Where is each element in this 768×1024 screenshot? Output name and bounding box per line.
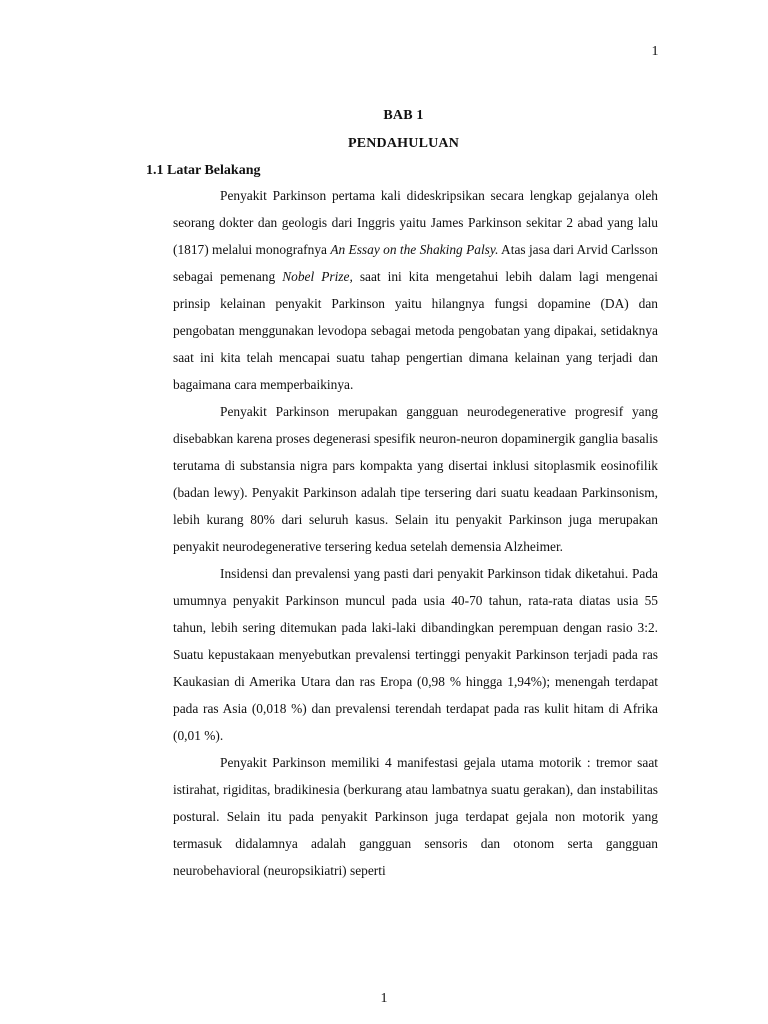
page-number-bottom: 1 bbox=[380, 991, 388, 1006]
paragraph-4: Penyakit Parkinson memiliki 4 manifestasi gejala utama motorik : tremor saat istirahat, rigiditas, bradikinesia (berkurang atau lambatnya suatu gerakan), dan instabilitas postural. Selain itu pada penyakit Parkinson juga terdapat gejala non motorik yang termasuk didalamnya adalah gangguan sensoris dan otonom serta gangguan neurobehavioral (neuropsikiatri) seperti bbox=[173, 755, 658, 878]
paragraph-1 bbox=[173, 182, 658, 398]
paragraph-1-text-c: saat ini kita mengetahui lebih dalam lagi mengenai prinsip kelainan penyakit Parkinson yaitu hilangnya fungsi dopamine (DA) dan pengobatan menggunakan levodopa sebagai metoda pengobatan yang dipakai, setidaknya saat ini kita telah mencapai suatu tahap pengertian dimana kelainan yang terjadi dan bagaimana cara memperbaikinya. bbox=[173, 269, 658, 392]
paragraph-3: Insidensi dan prevalensi yang pasti dari penyakit Parkinson tidak diketahui. Pada umumnya penyakit Parkinson muncul pada usia 40-70 tahun, rata-rata diatas usia 55 tahun, lebih sering ditemukan pada laki-laki dibandingkan perempuan dengan rasio 3:2. Suatu kepustakaan menyebutkan prevalensi tertinggi penyakit Parkinson terjadi pada ras Kaukasian di Amerika Utara dan ras Eropa (0,98 % hingga 1,94%); menengah terdapat pada ras Asia (0,018 %) dan prevalensi terendah terdapat pada ras kulit hitam di Afrika (0,01 %). bbox=[173, 566, 658, 743]
award-name-italic: Nobel Prize, bbox=[282, 269, 353, 284]
chapter-number: BAB 1 bbox=[383, 108, 424, 123]
body-text bbox=[173, 182, 658, 884]
section-heading: 1.1 Latar Belakang bbox=[146, 163, 261, 178]
paragraph-1-text-a: Penyakit Parkinson pertama kali dideskripsikan secara lengkap gejalanya oleh seorang dokter dan geologis dari Inggris yaitu James Parkinson sekitar 2 abad yang lalu (1817) melalui monografnya bbox=[173, 188, 658, 257]
paragraph-2: Penyakit Parkinson merupakan gangguan neurodegenerative progresif yang disebabkan karena proses degenerasi spesifik neuron-neuron dopaminergik ganglia basalis terutama di substansia nigra pars kompakta yang disertai inklusi sitoplasmik eosinofilik (badan lewy). Penyakit Parkinson adalah tipe tersering dari suatu keadaan Parkinsonism, lebih kurang 80% dari seluruh kasus. Selain itu penyakit Parkinson juga merupakan penyakit neurodegenerative tersering kedua setelah demensia Alzheimer. bbox=[173, 404, 658, 554]
book-title-italic: An Essay on the Shaking Palsy. bbox=[330, 242, 499, 257]
chapter-title: PENDAHULUAN bbox=[347, 136, 460, 151]
page-number-top: 1 bbox=[651, 44, 659, 59]
paragraph-1-text-b: Atas jasa dari Arvid Carlsson sebagai pemenang bbox=[173, 242, 658, 284]
